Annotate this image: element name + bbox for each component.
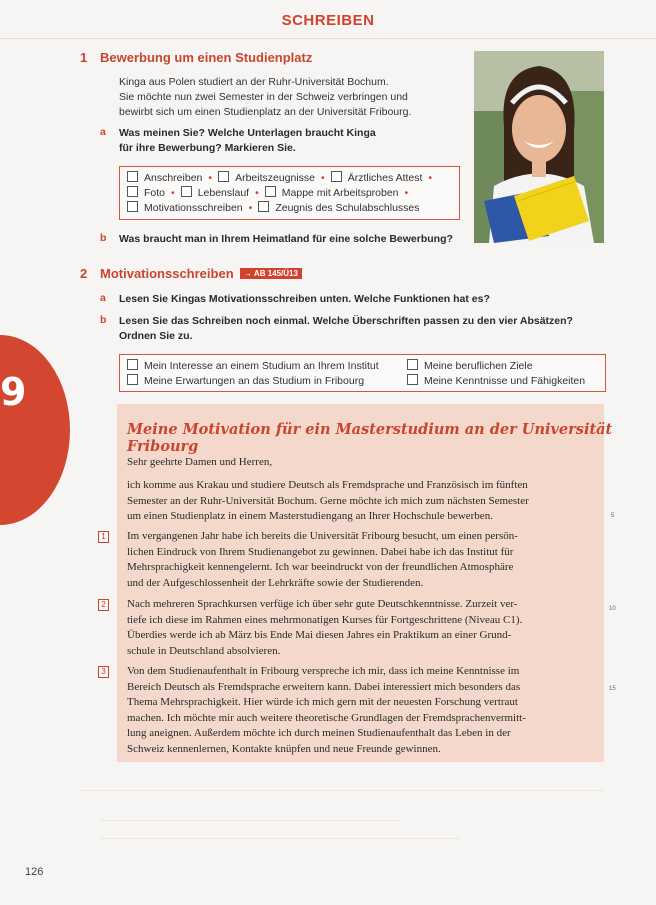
paragraph-marker[interactable]: 3 (98, 666, 109, 678)
task-line: Ordnen Sie zu. (119, 330, 193, 342)
task-line: Lesen Sie das Schreiben noch einmal. Welche Überschriften passen zu den vier Absätzen? (119, 315, 573, 327)
checkbox-label: Mappe mit Arbeitsproben (281, 187, 399, 199)
checkbox[interactable] (127, 171, 138, 182)
checkbox[interactable] (127, 359, 138, 370)
separator-dot: • (255, 187, 259, 199)
letter-line: Im vergangenen Jahr habe ich bereits die Universität Fribourg besucht, um einen persön- (127, 530, 518, 542)
separator-dot: • (171, 187, 175, 199)
checkbox[interactable] (181, 186, 192, 197)
checkbox-row (127, 201, 420, 215)
section1-title: Bewerbung um einen Studienplatz (100, 50, 313, 65)
letter-line: schule in Deutschland absolvieren. (127, 644, 281, 657)
option-item (407, 359, 533, 373)
letter-line: Überdies werde ich ab März bis Ende Mai diesen Jahres ein Praktikum an einer Grund- (127, 629, 512, 642)
checkbox-label: Foto (144, 187, 166, 199)
header-rule (0, 38, 656, 39)
checkbox-row (127, 186, 414, 200)
page-header: SCHREIBEN (281, 12, 375, 29)
separator-dot: • (321, 172, 325, 184)
task-letter: a (100, 126, 106, 138)
checkbox[interactable] (127, 201, 138, 212)
checkbox[interactable] (407, 359, 418, 370)
letter-line: Semester an der Ruhr-Universität Bochum. Gerne möchte ich mich zum nächsten Semester (127, 494, 529, 507)
paragraph-marker[interactable]: 2 (98, 599, 109, 611)
checkbox-row (127, 171, 438, 185)
intro-line: bewirbt sich um einen Studienplatz an der Universität Fribourg. (119, 106, 412, 118)
option-label: Meine Kenntnisse und Fähigkeiten (424, 375, 586, 387)
task-line: Was meinen Sie? Welche Unterlagen braucht Kinga (119, 127, 376, 139)
letter-line: Thema Mehrsprachigkeit. Hier würde ich mich gern mit der neuesten Forschung vertraut (127, 696, 518, 709)
headings-option-box (119, 354, 606, 392)
checkbox-label: Zeugnis des Schulabschlusses (275, 202, 420, 214)
option-label: Mein Interesse an einem Studium an Ihrem Institut (144, 360, 379, 372)
line-number: 15 (609, 686, 616, 692)
letter-line: lichen Eindruck von Ihrem Studienangebot zu gewinnen. Dabei habe ich das Institut für (127, 545, 514, 558)
letter-line: und der Aufgeschlossenheit der Lehrkräfte sowie der Studierenden. (127, 576, 424, 589)
checkbox[interactable] (127, 186, 138, 197)
checkbox[interactable] (407, 374, 418, 385)
checkbox-label: Anschreiben (144, 172, 203, 184)
checkbox-label: Motivationsschreiben (144, 202, 243, 214)
line-number: 5 (611, 513, 615, 519)
task-line: für ihre Bewerbung? Markieren Sie. (119, 142, 296, 154)
section2-task-a: Lesen Sie Kingas Motivationsschreiben unten. Welche Funktionen hat es? (119, 293, 490, 305)
section1-number: 1 (80, 50, 88, 65)
checkbox[interactable] (331, 171, 342, 182)
separator-dot: • (208, 172, 213, 184)
bleed-through-line (100, 838, 460, 839)
intro-line: Sie möchte nun zwei Semester in der Schweiz verbringen und (119, 91, 408, 103)
letter-line: Nach mehreren Sprachkursen verfüge ich über sehr gute Deutschkenntnisse. Zurzeit ver- (127, 598, 518, 610)
letter-title: Meine Motivation für ein Masterstudium an der Universität Fribourg (127, 421, 613, 455)
letter-line: Bereich Deutsch als Fremdsprache erweitern kann. Dabei interessiert mich besonders das (127, 680, 521, 693)
letter-paragraph (127, 529, 518, 591)
workbook-reference[interactable]: → AB 145/Ü13 (240, 268, 302, 279)
task-letter: b (100, 232, 107, 244)
checkbox-label: Ärztliches Attest (347, 172, 423, 184)
student-photo (474, 51, 604, 243)
section1-intro (119, 75, 464, 120)
letter-line: Von dem Studienaufenthalt in Fribourg verspreche ich mir, dass ich meine Kenntnisse im (127, 665, 520, 677)
checkbox[interactable] (127, 374, 138, 385)
checkbox[interactable] (218, 171, 229, 182)
letter-line: ich komme aus Krakau und studiere Deutsch als Fremdsprache und Französisch im fünften (127, 479, 528, 491)
page-number: 126 (25, 866, 44, 878)
task-letter: b (100, 314, 107, 326)
option-label: Meine beruflichen Ziele (424, 360, 533, 372)
letter-line: tiefe ich diese im Rahmen eines mehrmonatigen Kurses für Fortgeschrittene (Niveau C1). (127, 613, 523, 626)
chapter-tab (0, 335, 70, 525)
letter-line: Schweiz kennenlernen, Kontakte knüpfen und neue Freunde gewinnen. (127, 742, 441, 755)
letter-salutation: Sehr geehrte Damen und Herren, (127, 456, 273, 468)
checkbox-label: Lebenslauf (197, 187, 250, 199)
separator-dot: • (248, 202, 253, 214)
checkbox[interactable] (265, 186, 276, 197)
option-item (127, 374, 364, 388)
chapter-number: 9 (0, 370, 27, 414)
section2-title: Motivationsschreiben (100, 266, 234, 281)
separator-dot: • (404, 187, 409, 199)
line-number: 10 (609, 606, 616, 612)
letter-paragraph (127, 664, 526, 758)
letter-line: machen. Ich möchte mir auch weitere theoretische Grundlagen der Fremdsprachenvermitt- (127, 711, 526, 724)
letter-paragraph (127, 597, 522, 659)
separator-dot: • (428, 172, 433, 184)
letter-line: lung aneignen. Außerdem möchte ich durch meinen Studienaufenthalt das Leben in der (127, 727, 511, 740)
task-letter: a (100, 292, 106, 304)
bleed-through-line (80, 790, 604, 791)
letter-line: Mehrsprachigkeit kennengelernt. Ich war beeindruckt von der freundlichen Atmosphäre (127, 561, 514, 574)
option-item (407, 374, 585, 388)
student-photo-illustration (474, 51, 604, 243)
section2-task-b (119, 314, 573, 344)
section1-task-a (119, 126, 376, 156)
intro-line: Kinga aus Polen studiert an der Ruhr-Universität Bochum. (119, 76, 389, 88)
letter-line: um einen Studienplatz in einem Masterstudiengang an Ihrer Hochschule bewerben. (127, 510, 493, 523)
paragraph-marker[interactable]: 1 (98, 531, 109, 543)
checkbox[interactable] (258, 201, 269, 212)
checkbox-label: Arbeitszeugnisse (235, 172, 316, 184)
documents-checkbox-box (119, 166, 460, 220)
bleed-through-line (100, 820, 400, 821)
letter-intro (127, 478, 529, 525)
option-label: Meine Erwartungen an das Studium in Fribourg (144, 375, 365, 387)
section2-number: 2 (80, 266, 88, 281)
section1-task-b: Was braucht man in Ihrem Heimatland für eine solche Bewerbung? (119, 233, 453, 245)
option-item (127, 359, 379, 373)
